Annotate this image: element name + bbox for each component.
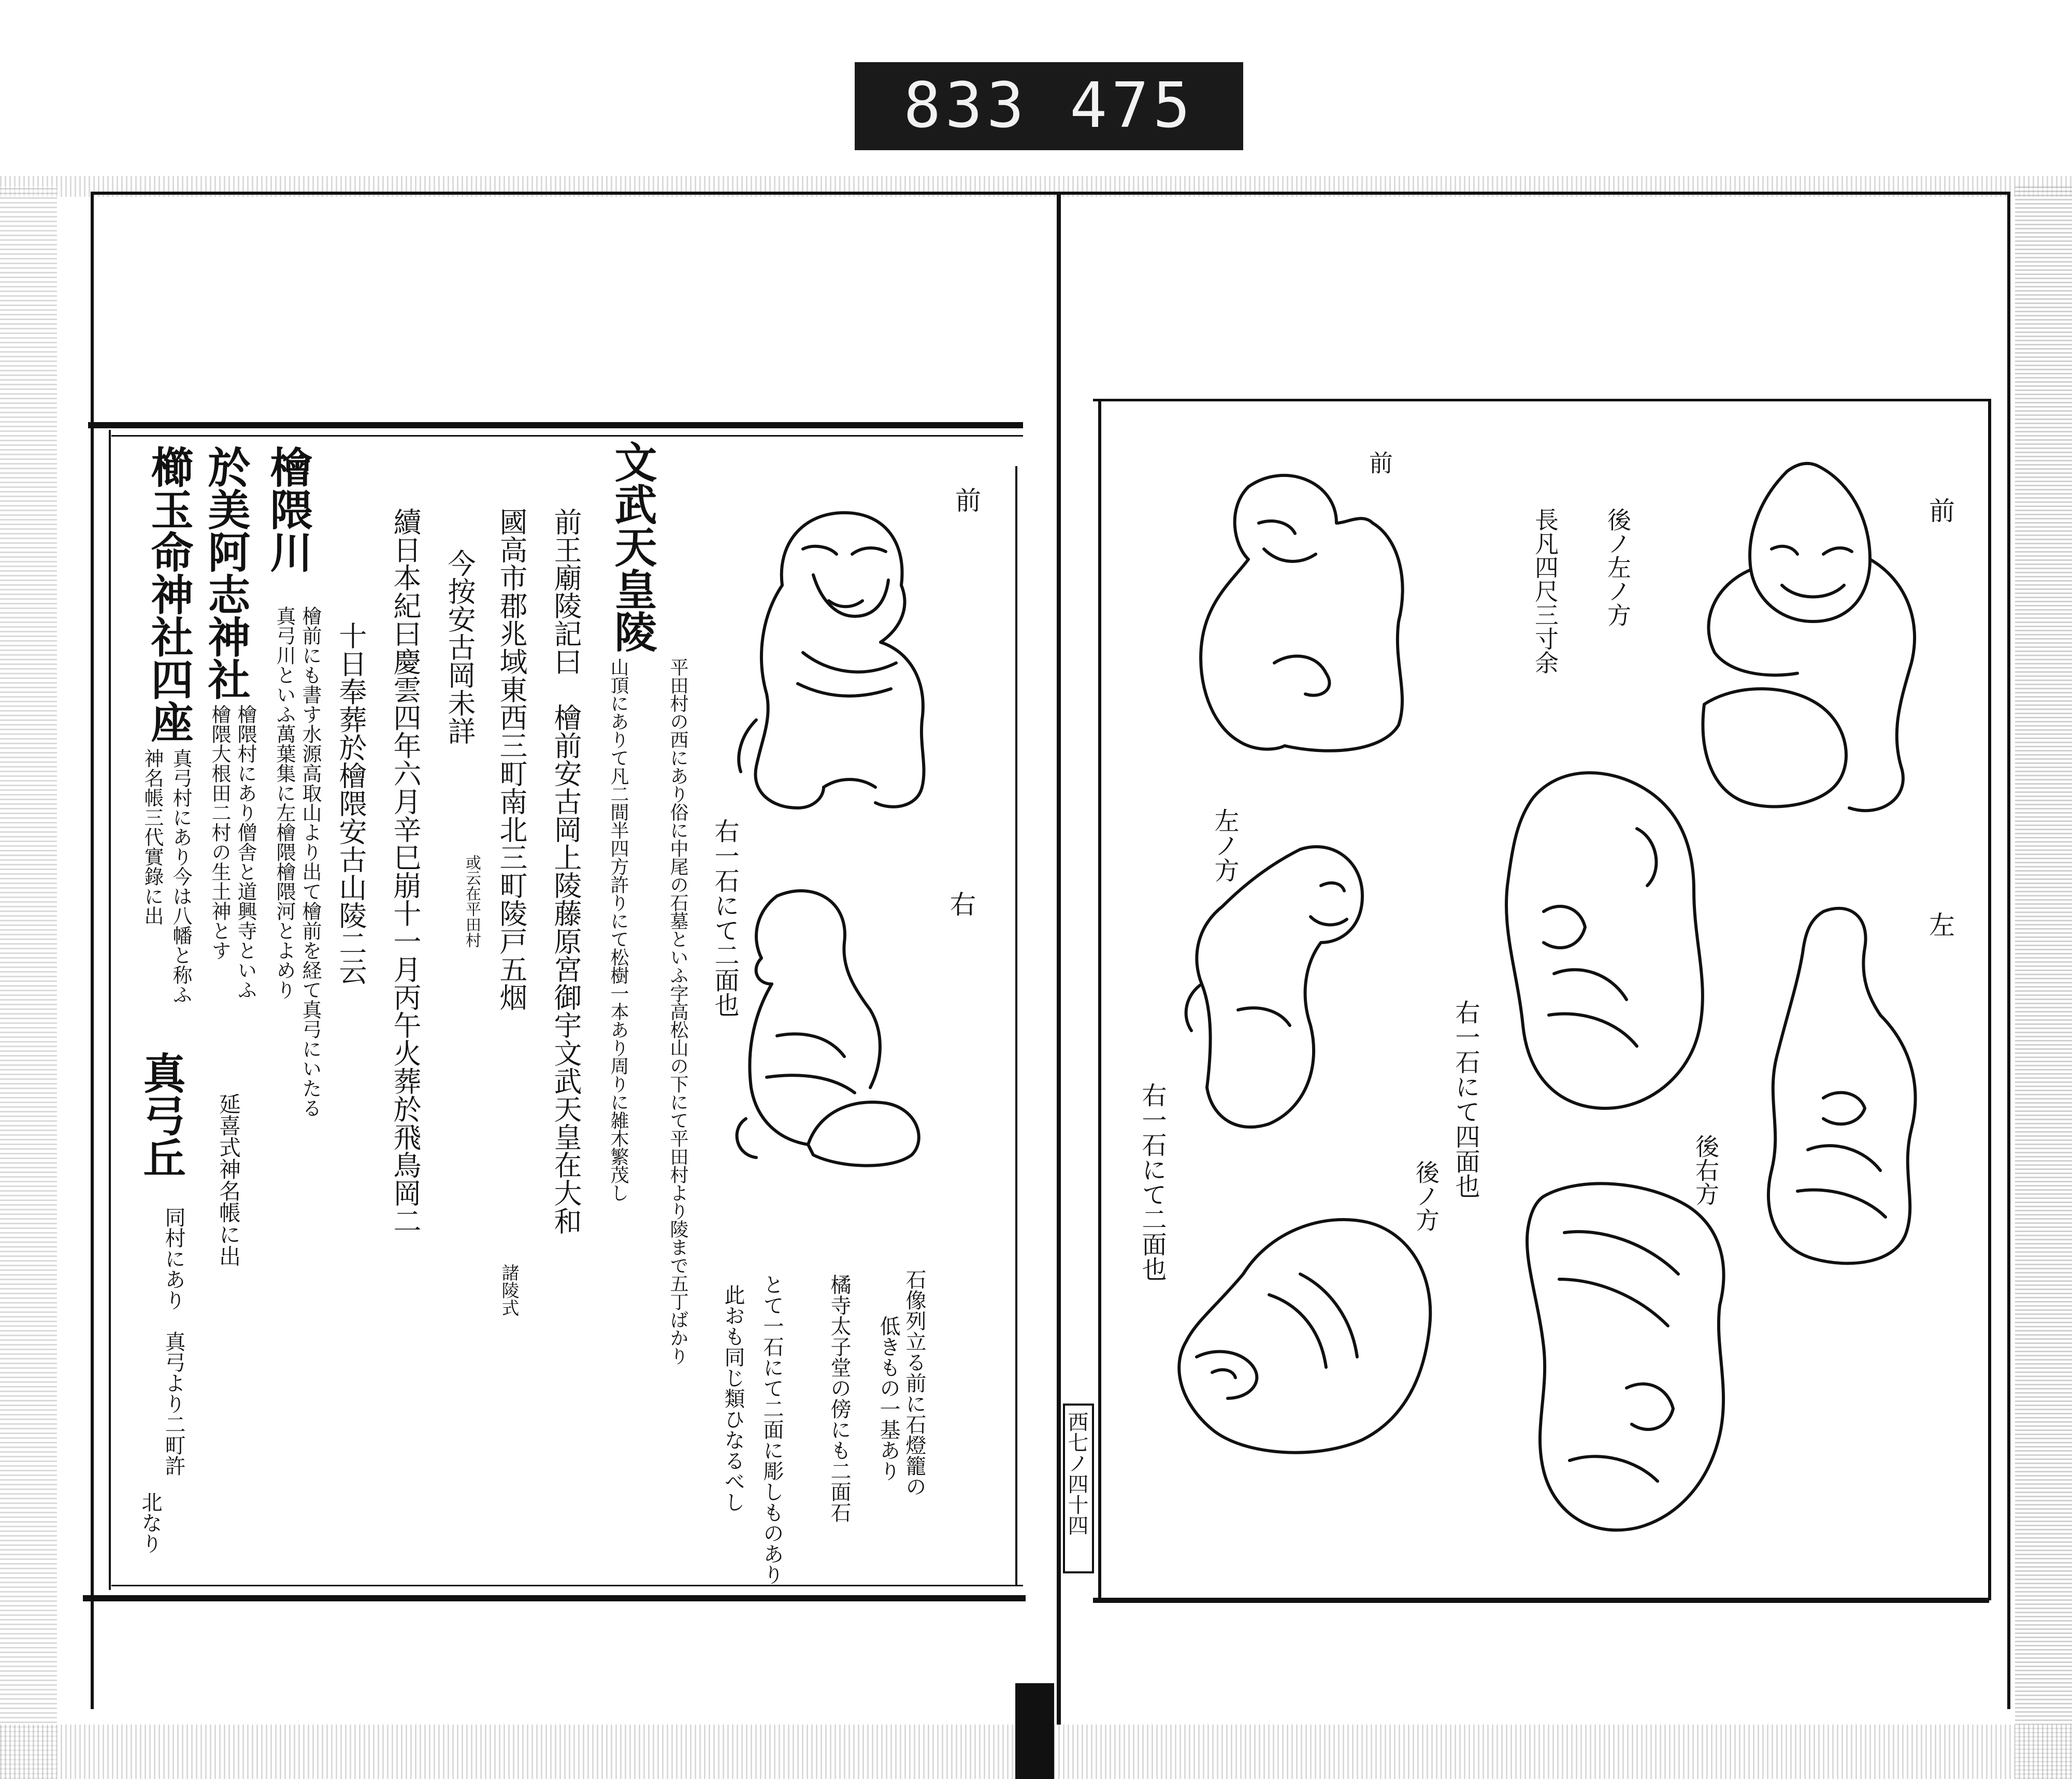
fig-caption: 右一石にて二面也: [710, 818, 739, 1017]
tomb-note: 平田村の西にあり俗に中尾の石墓といふ字高松山の下にて平田村より陵まで五丁ばかり: [667, 658, 688, 1365]
text-line-4: 續日本紀曰慶雲四年六月辛巳崩十一月丙午火葬於飛鳥岡二: [389, 508, 422, 1235]
hill-body-2: 北なり: [138, 1492, 162, 1554]
river-heading: 檜隈川: [263, 445, 313, 573]
stone-figure-middle-illustration: [1492, 756, 1730, 1129]
left-figure-column-rule: [1015, 466, 1017, 1585]
fig2-front-label: 前: [1365, 451, 1393, 474]
fig1-front-label: 前: [1925, 497, 1955, 523]
book-right-edge: [2007, 192, 2010, 1709]
scan-edge-left: [0, 186, 57, 1779]
shrine2-heading: 櫛玉命神社四座: [144, 445, 194, 743]
left-frame-inner-bottom: [111, 1585, 1023, 1586]
fig1-size-label: 長凡四尺三寸余: [1531, 508, 1559, 674]
scan-edge-right: [2015, 186, 2072, 1779]
fig1-back-left-label: 後ノ左ノ方: [1604, 508, 1632, 627]
text-line-1: 前王廟陵記曰 檜前安古岡上陵藤原宮御宇文武天皇在大和: [550, 508, 582, 1235]
scan-label: 833 475: [855, 62, 1243, 150]
river-body: 檜前にも書す水源高取山より出て檜前を経て真弓にいたる: [299, 606, 322, 1118]
fig2-caption: 右一石にて二面也: [1138, 1082, 1167, 1281]
stone-figure-front-illustration: [725, 497, 953, 818]
stone-figure-upper-front-illustration: [1191, 466, 1435, 756]
fig3-back-label: 後ノ方: [1412, 1160, 1440, 1232]
stone-figure-lower-left-illustration: [1166, 1202, 1456, 1460]
shrine1-body: 檜隈村にあり僧舎と道興寺といふ: [234, 704, 257, 1000]
shrine2-body: 真弓村にあり今は八幡と称ふ: [169, 748, 192, 1004]
tomb-note-2: 山頂にありて凡二間半四方許りにて松樹一本あり周りに雑木繁茂し: [608, 658, 629, 1202]
book-left-edge: [91, 192, 94, 1709]
right-frame-right: [1988, 399, 1991, 1600]
engishiki-note: 延喜式神名帳に出: [216, 1093, 241, 1267]
fig1-left-label: 左: [1925, 912, 1955, 937]
hill-heading: 真弓丘: [136, 1051, 186, 1179]
fig1-back-right-label: 後右方: [1692, 1134, 1720, 1206]
book-spine: [1057, 192, 1061, 1725]
fig3-caption: 右一石にて四面也: [1451, 1000, 1480, 1198]
text-line-3-note: 或云在平田村: [463, 855, 481, 948]
book-top-edge: [93, 192, 2010, 195]
stone-note-4: とて一石にて二面に彫しものあり: [760, 1274, 784, 1585]
text-line-5: 十日奉葬於檜隈安古山陵二云: [335, 621, 367, 985]
stone-figure-lower-right-illustration: [1513, 1170, 1751, 1543]
text-line-2-note: 諸陵式: [498, 1264, 519, 1317]
shrine1-heading: 於美阿志神社: [201, 445, 251, 700]
stone-note-3: 橘寺太子堂の傍にも二面石: [827, 1274, 851, 1523]
right-frame-bottom: [1093, 1598, 1989, 1603]
stone-note-5: 此おも同じ類ひなるべし: [721, 1284, 745, 1512]
stone-note-1: 石像列立る前に石燈籠の: [902, 1269, 926, 1497]
right-frame-top: [1093, 399, 1989, 401]
hill-body: 同村にあり 真弓より二町許: [162, 1207, 185, 1476]
shrine1-body-2: 檜隈大根田二村の生土神とす: [208, 704, 231, 960]
fig-right-label: 右: [946, 891, 976, 917]
left-frame-left: [109, 430, 111, 1590]
left-frame-inner-top: [111, 435, 1023, 437]
stone-figure-left-illustration: [1181, 839, 1388, 1139]
text-line-3: 今按安古岡未詳: [443, 549, 476, 745]
river-body-2: 真弓川といふ萬葉集に左檜隈檜隈河とよめり: [273, 606, 296, 1000]
fig-front-label: 前: [951, 487, 981, 513]
folio-label: 西七ノ四十四: [1064, 1411, 1088, 1536]
left-frame-top: [88, 422, 1023, 428]
stone-figure-right-illustration: [715, 880, 932, 1170]
left-frame-bottom: [83, 1595, 1026, 1601]
spine-foot: [1015, 1683, 1054, 1779]
text-line-2: 國高市郡兆域東西三町南北三町陵戸五烟: [495, 508, 528, 1011]
fig2-left-label: 左ノ方: [1210, 808, 1239, 883]
stone-note-2: 低きもの一基あり: [876, 1315, 900, 1481]
right-frame-left: [1098, 399, 1101, 1600]
shrine2-body-2: 神名帳三代實錄に出: [141, 748, 164, 925]
tomb-title: 文武天皇陵: [608, 440, 657, 653]
stone-figure-right-tall-illustration: [1746, 901, 1942, 1274]
